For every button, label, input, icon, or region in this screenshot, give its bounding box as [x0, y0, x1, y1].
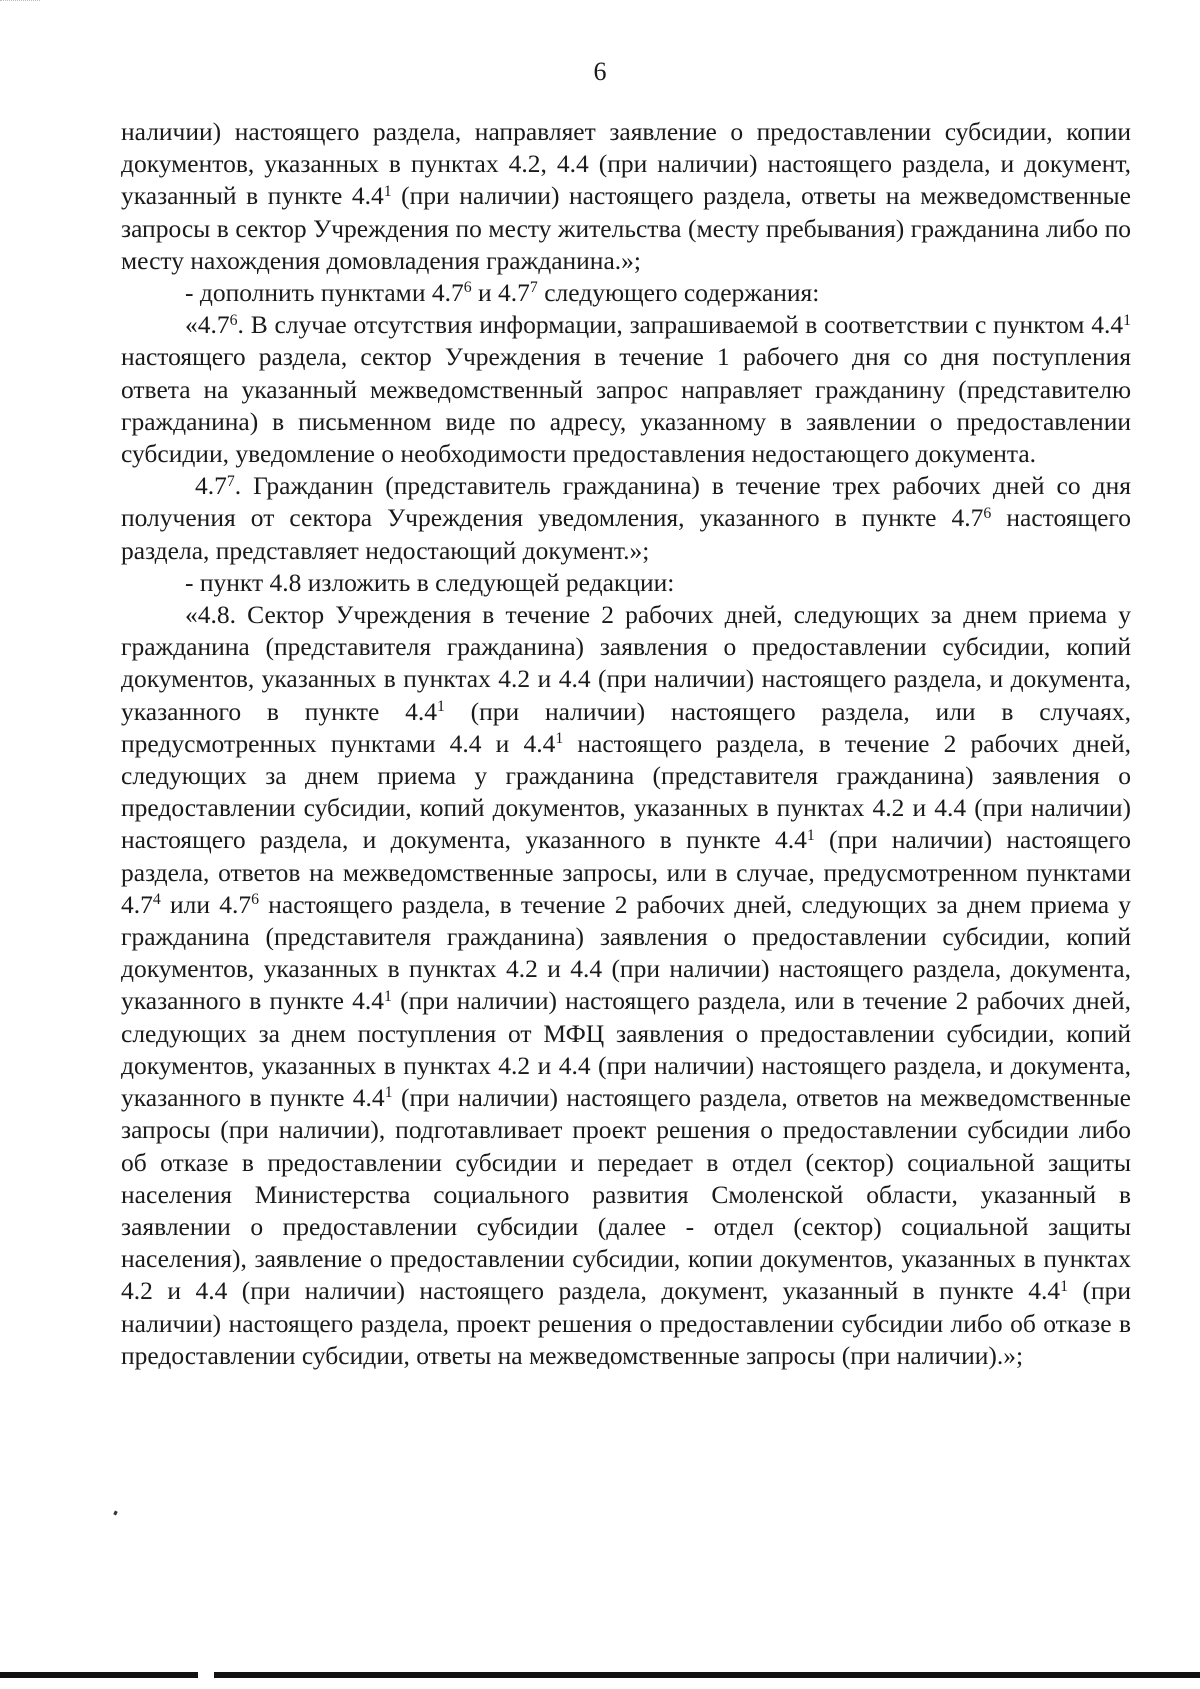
footnote-superscript: 6 [251, 891, 260, 909]
footnote-superscript: 4 [152, 891, 161, 909]
footnote-superscript: 1 [1123, 311, 1131, 329]
paragraph-clause-4-7-6: «$4.7^6$. В случае отсутствия информации, запрашиваемой в соответствии с пунктом $4.4^1$ настоящего раздела, сектор Учреждения в течение 1 рабочего дня со дня поступления ответа на указанный межведомственный запрос направляет гражданину (представителю гражданина) в письменном виде по адресу, указанному в заявлении о предоставлении субсидии, уведомление о необходимости предоставления недостающего документа. [121, 310, 1131, 469]
footnote-superscript: 1 [1060, 1277, 1068, 1295]
footnote-superscript: 1 [806, 826, 815, 844]
page-number: 6 [593, 57, 607, 86]
paragraph-clause-4-7-7: $4.7^7$. Гражданин (представитель гражданина) в течение трех рабочих дней со дня получения от сектора Учреждения уведомления, указанного в пункте $4.7^6$ настоящего раздела, представляет недостающий документ.»; [121, 471, 1131, 565]
paragraph-amend-instruction-4-7: - дополнить пунктами $4.7^6$ и $4.7^7$ следующего содержания: [185, 278, 820, 308]
footnote-superscript: 1 [383, 182, 392, 200]
footnote-superscript: 1 [384, 1084, 393, 1102]
document-body [121, 116, 1131, 1372]
scan-bottom-edge [0, 1672, 1200, 1678]
footnote-superscript: 1 [555, 730, 564, 748]
scan-bottom-edge-gap [198, 1672, 214, 1678]
footnote-superscript: 1 [436, 697, 445, 715]
footnote-superscript: 6 [229, 311, 238, 329]
paragraph-amend-instruction-4-8: - пункт 4.8 изложить в следующей редакции: [185, 567, 675, 597]
scan-corner-artifact [0, 0, 40, 7]
footnote-superscript: 6 [983, 504, 992, 522]
footnote-superscript: 6 [463, 279, 472, 297]
paragraph-continuation: наличии) настоящего раздела, направляет заявление о предоставлении субсидии, копии документов, указанных в пунктах 4.2, 4.4 (при наличии) настоящего раздела, и документ, указанный в пункте $4.4^1$ (при наличии) настоящего раздела, ответы на межведомственные запросы в сектор Учреждения по месту жительства (месту пребывания) гражданина либо по месту нахождения домовладения гражданина.»; [121, 117, 1131, 275]
scan-speck [113, 1511, 117, 1516]
footnote-superscript: 1 [384, 987, 392, 1005]
footnote-superscript: 7 [529, 279, 538, 297]
paragraph-clause-4-8: «4.8. Сектор Учреждения в течение 2 рабочих дней, следующих за днем приема у гражданина (представителя гражданина) заявления о предоставлении субсидии, копий документов, указанных в пунктах 4.2 и 4.4 (при наличии) настоящего раздела, и документа, указанного в пункте $4.4^1$ (при наличии) настоящего раздела, или в случаях, предусмотренных пунктами 4.4 и $4.4^1$ настоящего раздела, в течение 2 рабочих дней, следующих за днем приема у гражданина (представителя гражданина) заявления о предоставлении субсидии, копий документов, указанных в пунктах 4.2 и 4.4 (при наличии) настоящего раздела, и документа, указанного в пункте $4.4^1$ (при наличии) настоящего раздела, ответов на межведомственные запросы, или в случае, предусмотренном пунктами $4.7^4$ или $4.7^6$ настоящего раздела, в течение 2 рабочих дней, следующих за днем приема у гражданина (представителя гражданина) заявления о предоставлении субсидии, копий документов, указанных в пунктах 4.2 и 4.4 (при наличии) настоящего раздела, документа, указанного в пункте $4.4^1$ (при наличии) настоящего раздела, или в течение 2 рабочих дней, следующих за днем поступления от МФЦ заявления о предоставлении субсидии, копий документов, указанных в пунктах 4.2 и 4.4 (при наличии) настоящего раздела, и документа, указанного в пункте $4.4^1$ (при наличии) настоящего раздела, ответов на межведомственные запросы (при наличии), подготавливает проект решения о предоставлении субсидии либо об отказе в предоставлении субсидии и передает в отдел (сектор) социальной защиты населения Министерства социального развития Смоленской области, указанный в заявлении о предоставлении субсидии (далее - отдел (сектор) социальной защиты населения), заявление о предоставлении субсидии, копии документов, указанных в пунктах 4.2 и 4.4 (при наличии) настоящего раздела, документ, указанный в пункте $4.4^1$ (при наличии) настоящего раздела, проект решения о предоставлении субсидии либо об отказе в предоставлении субсидии, ответы на межведомственные запросы (при наличии).»; [121, 600, 1132, 1370]
footnote-superscript: 7 [226, 472, 235, 490]
